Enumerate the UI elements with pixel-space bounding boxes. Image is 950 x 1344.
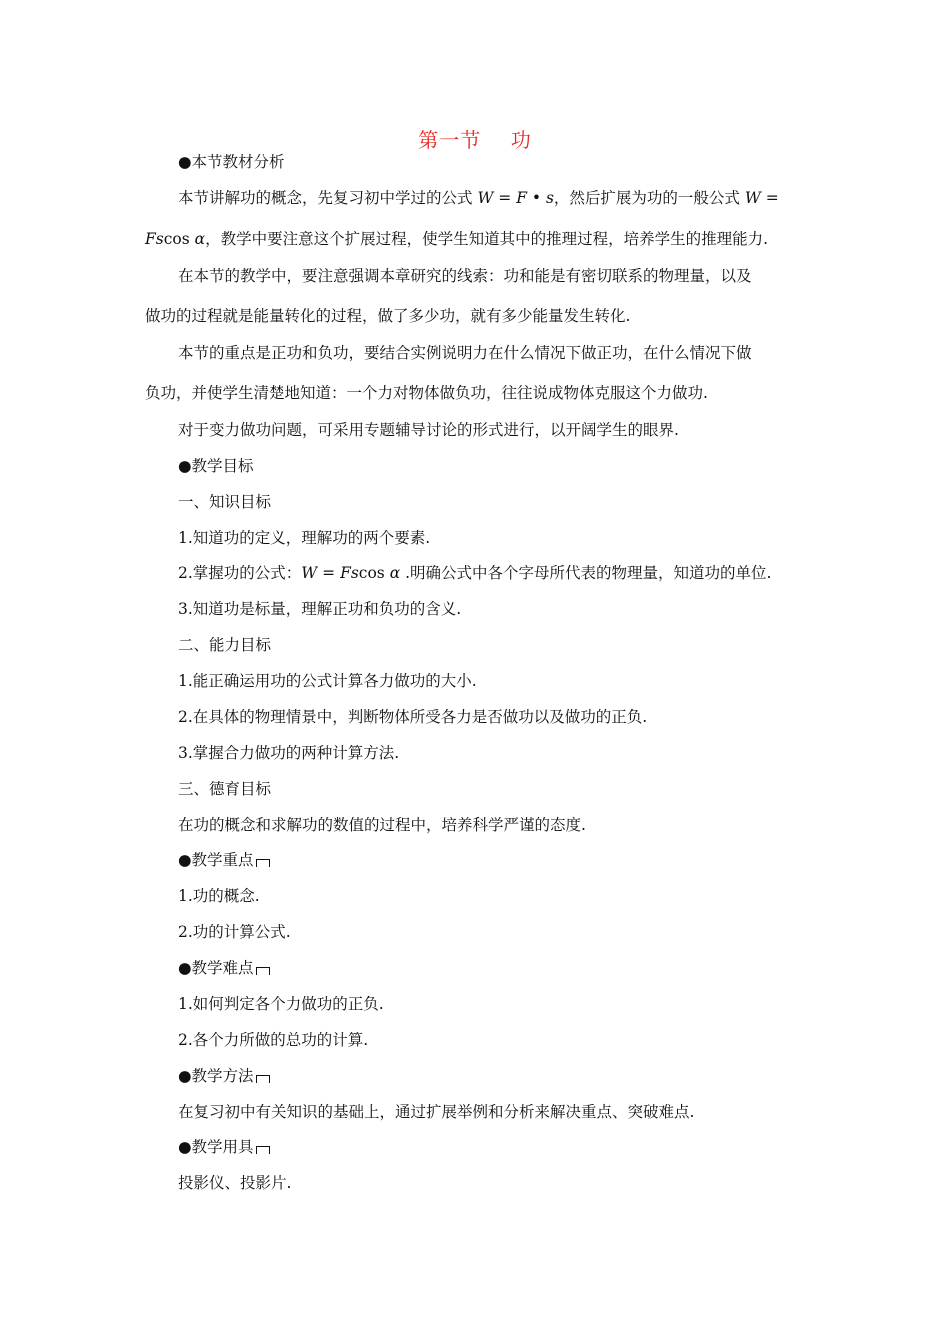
- list-item: 1.能正确运用功的公式计算各力做功的大小.: [178, 672, 477, 690]
- paragraph-line: 负功，并使学生清楚地知道：一个力对物体做负功，往往说成物体克服这个力做功.: [145, 384, 708, 402]
- section-heading-difficulties: [178, 957, 270, 979]
- section-heading-key-points: [178, 849, 270, 871]
- formula-w-equals: W =: [744, 189, 779, 207]
- bracket-mark: [256, 1146, 270, 1154]
- subheading-knowledge: 一、知识目标: [178, 493, 272, 511]
- paragraph-line: 本节的重点是正功和负功，要结合实例说明力在什么情况下做正功，在什么情况下做: [178, 344, 752, 362]
- heading-text: ●教学用具: [178, 1138, 254, 1156]
- paragraph-line: 对于变力做功问题，可采用专题辅导讨论的形式进行，以开阔学生的眼界.: [178, 421, 679, 439]
- subheading-moral: 三、德育目标: [178, 780, 272, 798]
- formula-alpha: α: [194, 230, 206, 248]
- text-run: 2.掌握功的公式：: [178, 564, 302, 582]
- text-run: ，教学中要注意这个扩展过程，使学生知道其中的推理过程，培养学生的推理能力.: [205, 230, 769, 248]
- bracket-mark: [256, 967, 270, 975]
- section-heading-tools: [178, 1136, 270, 1158]
- text-run: 本节讲解功的概念，先复习初中学过的公式: [178, 189, 478, 207]
- paragraph-line: 在本节的教学中，要注意强调本章研究的线索：功和能是有密切联系的物理量，以及: [178, 267, 752, 285]
- formula-fs: Fs: [145, 230, 164, 248]
- bracket-mark: [256, 1075, 270, 1083]
- heading-text: ●教学难点: [178, 959, 254, 977]
- list-item: 2.在具体的物理情景中，判断物体所受各力是否做功以及做功的正负.: [178, 708, 648, 726]
- formula-w-fs-cos: W = Fs: [301, 564, 359, 582]
- list-item: 2.各个力所做的总功的计算.: [178, 1031, 369, 1049]
- formula-cos: cos: [163, 230, 195, 248]
- list-item: 1.知道功的定义，理解功的两个要素.: [178, 529, 431, 547]
- paragraph-line: [145, 228, 768, 250]
- section-heading-analysis: ●本节教材分析: [178, 153, 285, 171]
- heading-text: ●教学重点: [178, 851, 254, 869]
- list-item: 1.如何判定各个力做功的正负.: [178, 995, 384, 1013]
- page-title: 第一节 功: [418, 128, 532, 152]
- paragraph-line: 做功的过程就是能量转化的过程，做了多少功，就有多少能量发生转化.: [145, 307, 631, 325]
- text-run: ，然后扩展为功的一般公式: [553, 189, 745, 207]
- list-item: 2.功的计算公式.: [178, 923, 291, 941]
- text-run: .明确公式中各个字母所代表的物理量，知道功的单位.: [400, 564, 772, 582]
- formula-cos: cos: [358, 564, 390, 582]
- formula-alpha: α: [389, 564, 401, 582]
- paragraph-line: 在功的概念和求解功的数值的过程中，培养科学严谨的态度.: [178, 816, 586, 834]
- list-item: 3.掌握合力做功的两种计算方法.: [178, 744, 400, 762]
- paragraph-line: 在复习初中有关知识的基础上，通过扩展举例和分析来解决重点、突破难点.: [178, 1103, 695, 1121]
- section-heading-goals: ●教学目标: [178, 457, 254, 475]
- bracket-mark: [256, 859, 270, 867]
- subheading-ability: 二、能力目标: [178, 636, 272, 654]
- heading-text: ●教学方法: [178, 1067, 254, 1085]
- list-item: 3.知道功是标量，理解正功和负功的含义.: [178, 600, 462, 618]
- list-item: [178, 562, 771, 584]
- paragraph-line: [178, 187, 779, 209]
- section-heading-methods: [178, 1065, 270, 1087]
- paragraph-line: 投影仪、投影片.: [178, 1174, 292, 1192]
- list-item: 1.功的概念.: [178, 887, 260, 905]
- formula-w-fs: W = F • s: [477, 189, 554, 207]
